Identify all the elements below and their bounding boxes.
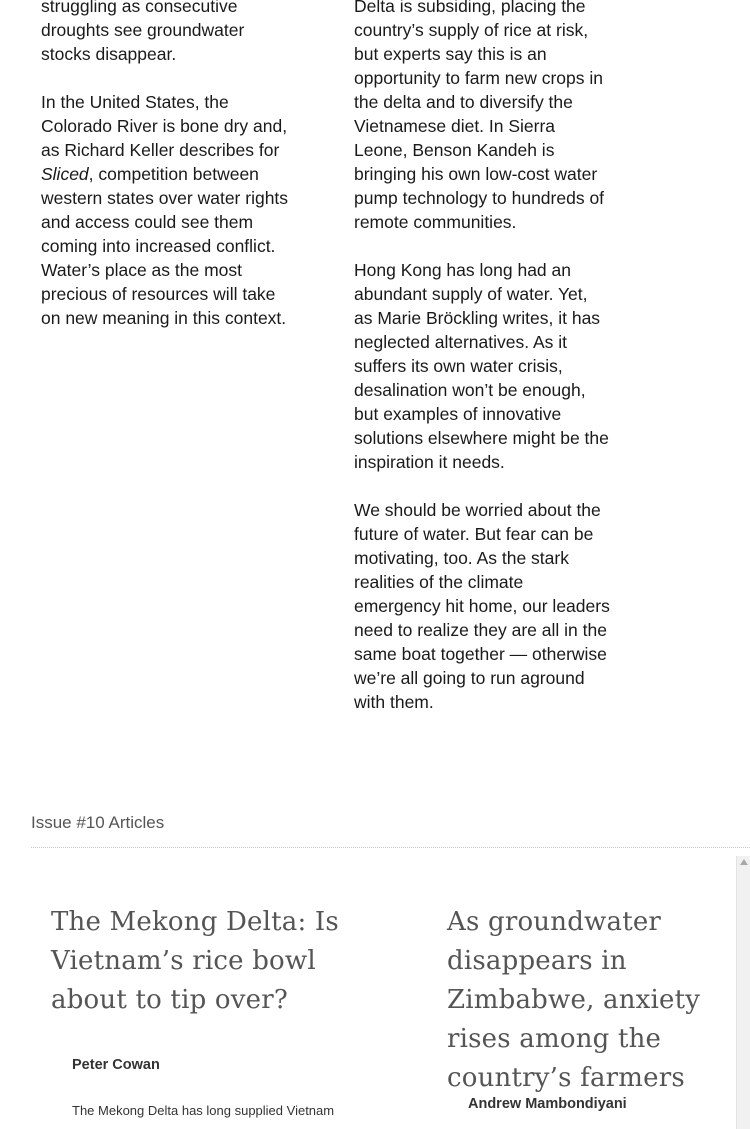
article-left-column <box>41 0 293 354</box>
card-author: Andrew Mambondiyani <box>468 1096 627 1112</box>
article-paragraph: Delta is subsiding, placing the country’s supply of rice at risk, but experts say this is an opportunity to farm new crops in the delta and to diversify the Vietnamese diet. In Sierra Leone, Benson Kandeh is bringing his own low-cost water pump technology to hundreds of remote communities. <box>354 0 605 232</box>
section-divider <box>31 847 750 848</box>
card-title[interactable]: As groundwater disappears in Zimbabwe, anxiety rises among the country’s farmers <box>447 907 701 1093</box>
scroll-up-arrow-icon[interactable] <box>740 859 748 865</box>
publication-name[interactable]: Sliced <box>41 164 89 184</box>
article-right-column <box>354 0 610 738</box>
paragraph-text: In the United States, the Colorado River is bone dry and, as Richard Keller describes for <box>41 92 288 160</box>
issue-articles-heading: Issue #10 Articles <box>31 813 165 832</box>
article-paragraph: struggling as consecutive droughts see groundwater stocks disappear. <box>41 0 245 64</box>
paragraph-text: , competition between western states over water rights and access could see them coming into increased conflict. Water’s place as the most precious of resources will take on new meaning in this context. <box>41 164 289 328</box>
article-paragraph <box>41 90 293 330</box>
article-paragraph: Hong Kong has long had an abundant supply of water. Yet, as Marie Bröckling writes, it has neglected alternatives. As it suffers its own water crisis, desalination won’t be enough, but examples of innovative solutions elsewhere might be the inspiration it needs. <box>354 260 609 472</box>
article-paragraph: We should be worried about the future of water. But fear can be motivating, too. As the stark realities of the climate emergency hit home, our leaders need to realize they are all in the same boat together — otherwise we’re all going to run aground with them. <box>354 500 610 712</box>
articles-scrollbar[interactable] <box>736 856 750 1129</box>
card-excerpt: The Mekong Delta has long supplied Vietnam <box>72 1103 335 1118</box>
card-author: Peter Cowan <box>72 1057 160 1073</box>
card-title[interactable]: The Mekong Delta: Is Vietnam’s rice bowl about to tip over? <box>51 907 339 1015</box>
